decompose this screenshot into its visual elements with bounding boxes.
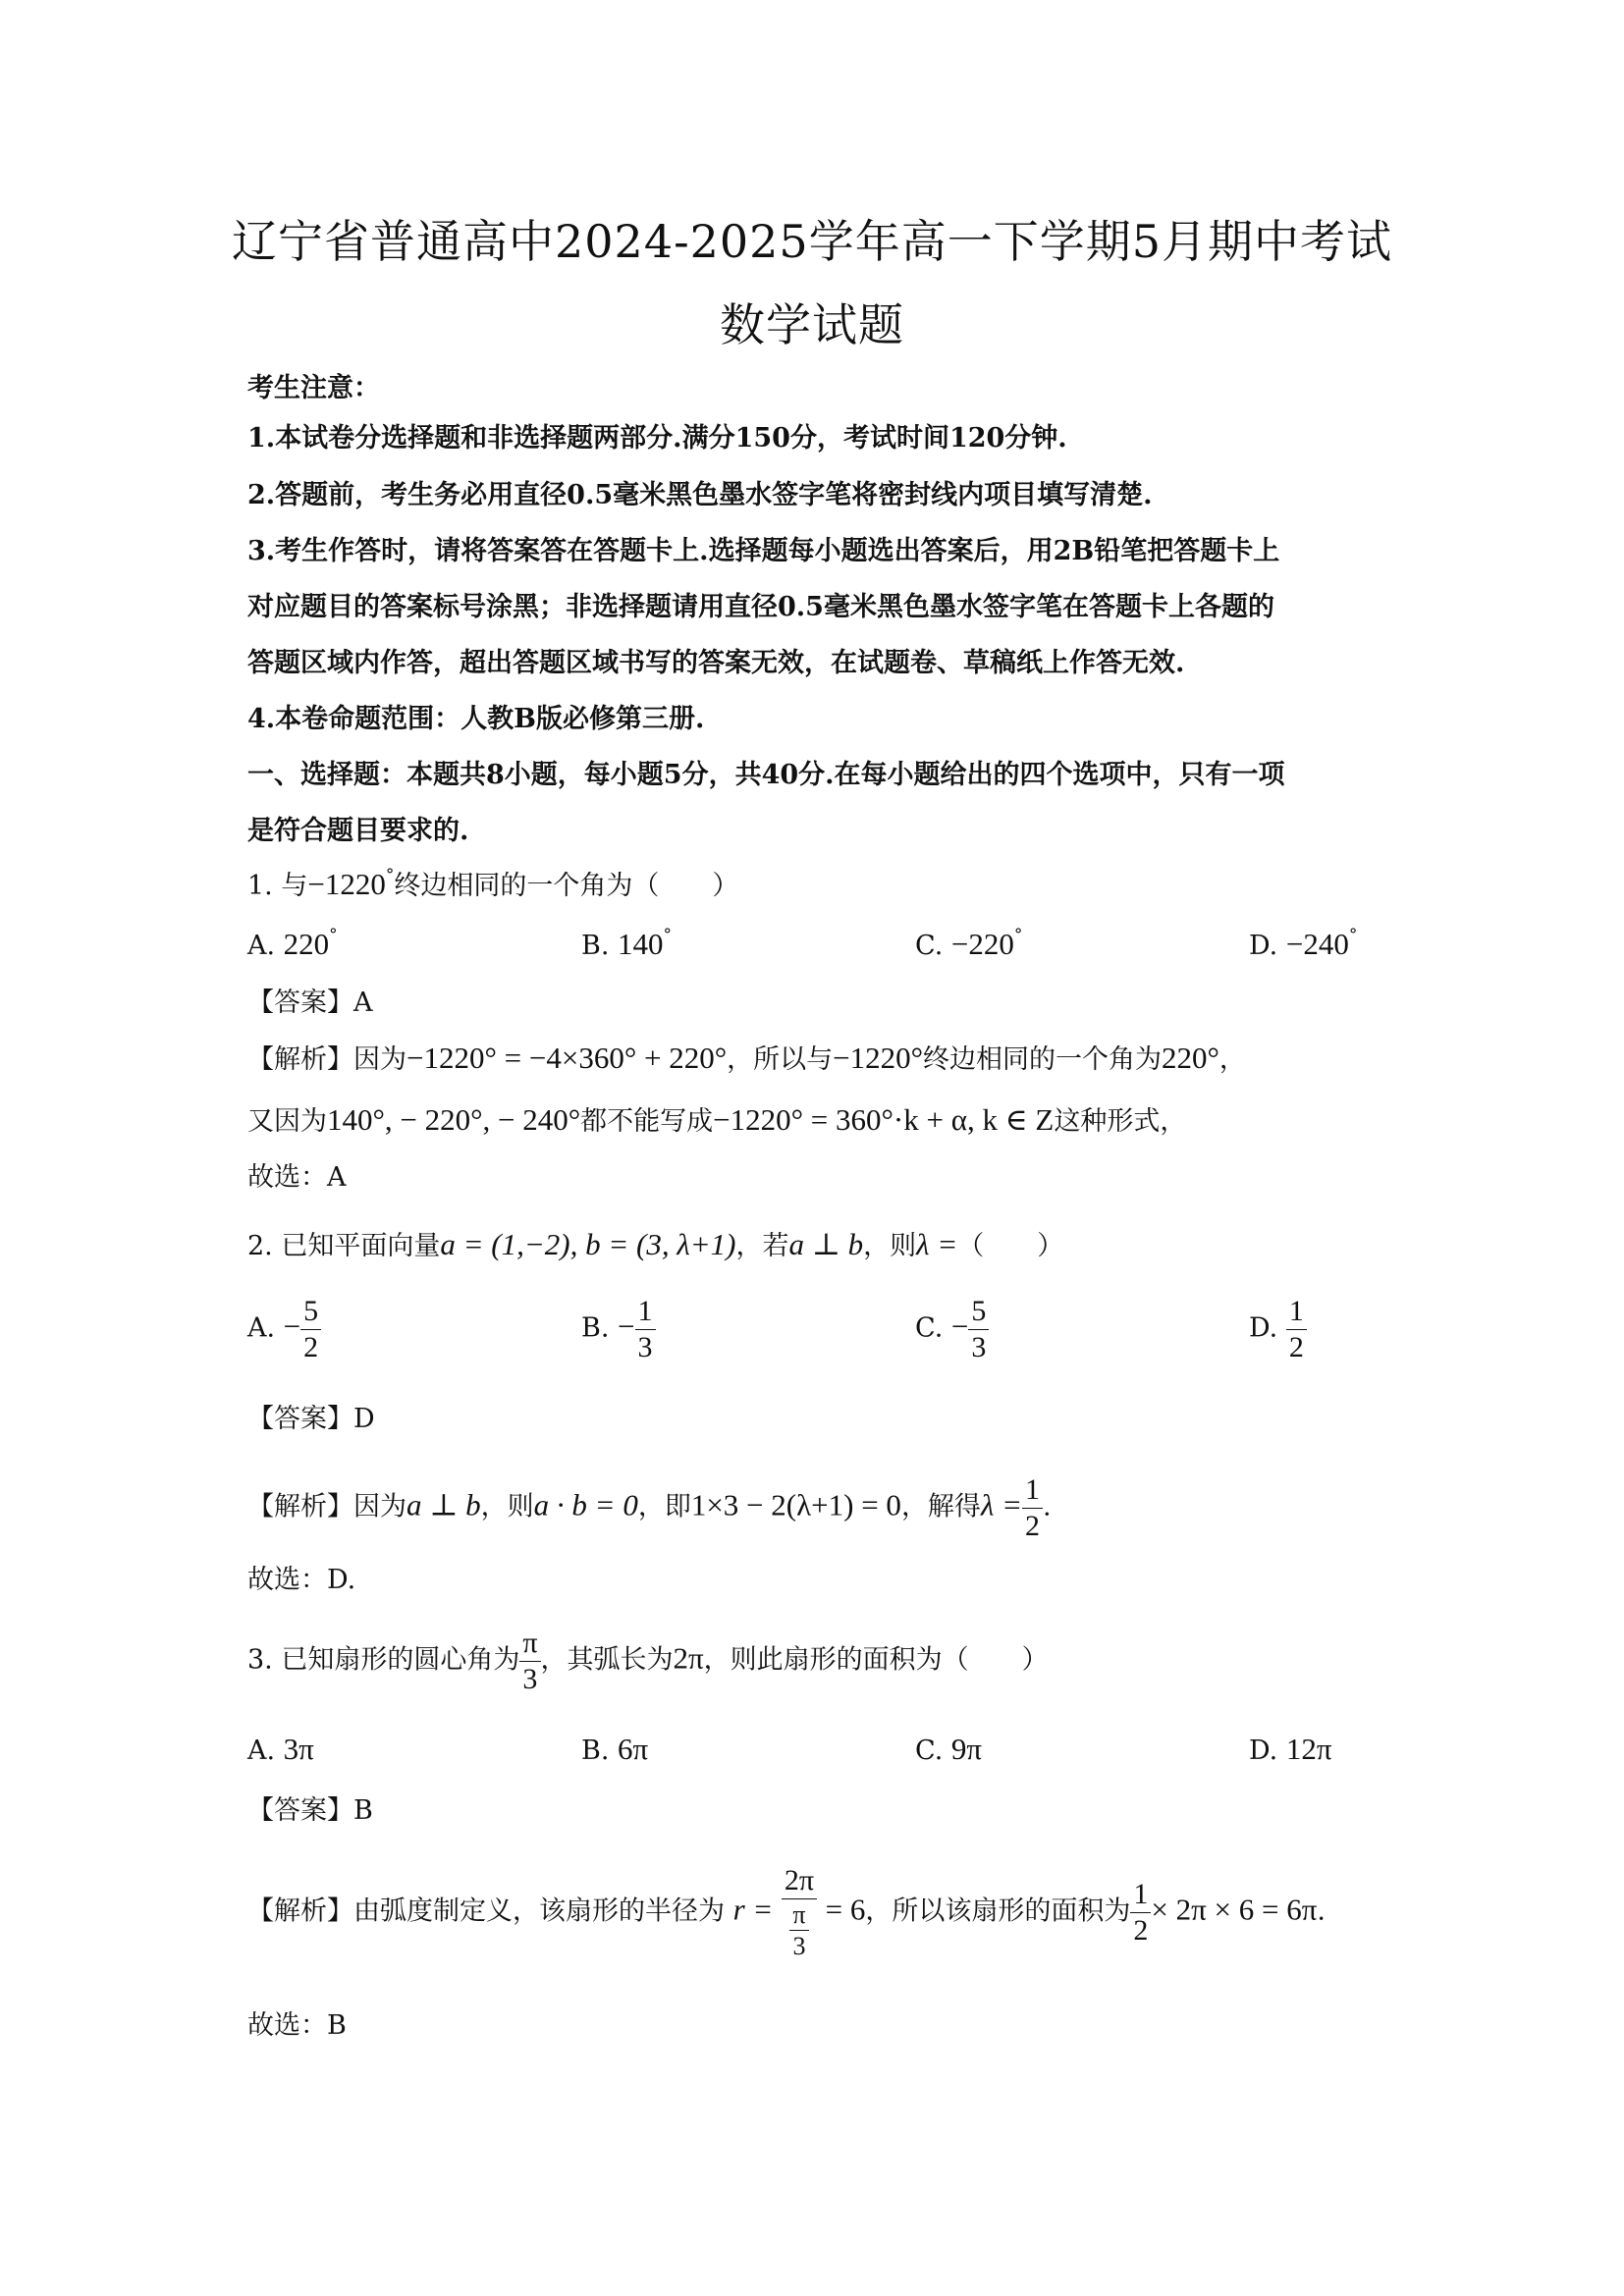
fraction-num: 1 — [635, 1296, 656, 1330]
radius-symbol: r = — [732, 1892, 774, 1927]
analysis-fraction — [1022, 1474, 1043, 1541]
q3-conclusion: 故选：B — [247, 2010, 347, 2041]
q1-option-a — [247, 928, 338, 959]
notice-item-3-line-2: 对应题目的答案标号涂黑；非选择题请用直径0.5毫米黑色墨水签字笔在答题卡上各题的 — [247, 592, 1274, 622]
fraction-den: 2 — [1025, 1509, 1041, 1542]
option-label: C. — [915, 1735, 951, 1766]
q3-option-c — [915, 1734, 982, 1764]
notice-item-3-line-1: 3.考生作答时，请将答案答在答题卡上.选择题每小题选出答案后，用2B铅笔把答题卡上 — [247, 536, 1280, 566]
area-fraction — [1130, 1879, 1151, 1946]
option-value: 6π — [618, 1732, 649, 1766]
fraction-den: 3 — [971, 1330, 987, 1363]
option-label: D. — [1249, 931, 1286, 961]
analysis-text: 因为 — [353, 1491, 406, 1522]
q3-analysis — [247, 1865, 1326, 1959]
fraction-den: 2 — [1133, 1913, 1149, 1947]
analysis-text: 又因为 — [247, 1106, 327, 1137]
option-degree: ° — [329, 926, 338, 945]
option-value: 140 — [618, 927, 664, 961]
q1-option-c — [915, 928, 1022, 959]
analysis-text: 终边相同的一个角为 — [923, 1044, 1162, 1075]
q3-text-post: ，则此扇形的面积为（ ） — [703, 1644, 1049, 1676]
fraction-num: π — [519, 1628, 540, 1662]
fraction-den-compound — [786, 1899, 811, 1960]
option-sign: − — [283, 1308, 301, 1344]
analysis-math: 220° — [1162, 1041, 1219, 1075]
q2-text-mid: ，若 — [735, 1231, 789, 1261]
analysis-label: 【解析】 — [247, 1044, 353, 1075]
analysis-math: −1220° = 360°·k + α, k ∈ Z — [713, 1102, 1055, 1137]
analysis-text: 都不能写成 — [580, 1106, 714, 1137]
q2-option-d — [1249, 1296, 1307, 1362]
section-heading-line-2: 是符合题目要求的. — [247, 816, 469, 846]
q2-option-a — [247, 1296, 321, 1362]
fraction-num: 1 — [1130, 1879, 1151, 1913]
analysis-text: . — [1043, 1491, 1052, 1522]
q1-answer — [247, 989, 373, 1016]
q2-option-c — [915, 1296, 989, 1362]
option-degree: ° — [1348, 926, 1358, 945]
answer-value: B — [353, 1795, 373, 1826]
area-expression: × 2π × 6 = 6π — [1151, 1892, 1318, 1927]
analysis-text: ，解得 — [900, 1491, 981, 1522]
q3-option-b — [581, 1734, 648, 1764]
q3-text-pre: 3. 已知扇形的圆心角为 — [247, 1644, 520, 1676]
option-value: 220 — [283, 927, 330, 961]
option-fraction — [300, 1296, 321, 1362]
analysis-text: . — [1317, 1896, 1326, 1927]
fraction-num: 2π — [782, 1865, 817, 1899]
fraction-num: π — [789, 1901, 808, 1931]
answer-label: 【答案】 — [247, 1404, 353, 1434]
q2-option-b — [581, 1296, 656, 1362]
question-3 — [247, 1628, 1049, 1694]
analysis-text: ，则 — [480, 1491, 534, 1522]
q3-angle-fraction — [519, 1628, 540, 1694]
option-label: A. — [247, 931, 284, 961]
analysis-math: −1220° = −4×360° + 220° — [406, 1041, 728, 1075]
fraction-den: 2 — [1288, 1330, 1304, 1363]
exam-subtitle: 数学试题 — [720, 298, 904, 351]
option-value: 3π — [283, 1732, 314, 1766]
analysis-label: 【解析】 — [247, 1896, 353, 1927]
answer-label: 【答案】 — [247, 988, 353, 1018]
q2-analysis — [247, 1474, 1052, 1541]
option-label: C. — [915, 931, 951, 961]
option-sign: − — [618, 1308, 635, 1344]
q1-text-pre: 1. 与 — [247, 871, 308, 901]
q1-option-d — [1249, 928, 1357, 959]
fraction-den: 3 — [522, 1662, 538, 1695]
notice-item-4: 4.本卷命题范围：人教B版必修第三册. — [247, 704, 705, 734]
q2-vectors: a = (1,−2), b = (3, λ+1) — [440, 1227, 736, 1261]
analysis-label: 【解析】 — [247, 1491, 353, 1522]
question-2 — [247, 1229, 1063, 1259]
analysis-math: 140°, − 220°, − 240° — [327, 1102, 581, 1137]
analysis-text: ，即 — [637, 1491, 691, 1522]
option-fraction — [635, 1296, 656, 1362]
radius-fraction — [782, 1865, 817, 1959]
option-fraction — [968, 1296, 989, 1362]
q2-conclusion: 故选：D. — [247, 1565, 356, 1595]
option-label: D. — [1249, 1312, 1286, 1344]
option-label: A. — [247, 1735, 284, 1766]
notice-item-3-line-3: 答题区域内作答，超出答题区域书写的答案无效，在试题卷、草稿纸上作答无效. — [247, 648, 1185, 678]
option-value: −240 — [1285, 927, 1349, 961]
analysis-math: a ⊥ b — [406, 1487, 481, 1522]
q3-answer — [247, 1797, 373, 1824]
notice-heading: 考生注意： — [247, 373, 380, 403]
option-degree: ° — [1013, 926, 1023, 945]
option-label: B. — [581, 1735, 619, 1766]
fraction-den: 3 — [637, 1330, 653, 1363]
option-label: B. — [581, 931, 619, 961]
option-value: −220 — [950, 927, 1014, 961]
fraction-num: 5 — [300, 1296, 321, 1330]
q1-analysis-line-2 — [247, 1104, 1186, 1135]
q3-text-mid: ，其弧长为 — [540, 1644, 674, 1676]
analysis-math: λ = — [980, 1487, 1023, 1522]
q2-text-post: （ ） — [957, 1231, 1064, 1261]
fraction-num: 1 — [1286, 1296, 1307, 1330]
q1-option-b — [581, 928, 672, 959]
analysis-text: ， — [1218, 1044, 1246, 1075]
notice-item-1: 1.本试卷分选择题和非选择题两部分.满分150分，考试时间120分钟. — [247, 423, 1067, 454]
q3-arc-length: 2π — [673, 1640, 704, 1676]
analysis-text: ，所以与 — [727, 1044, 834, 1075]
analysis-text: 由弧度制定义，该扇形的半径为 — [353, 1896, 725, 1927]
option-label: D. — [1249, 1735, 1286, 1766]
fraction-den: 2 — [303, 1330, 319, 1363]
q3-option-a — [247, 1734, 314, 1764]
fraction-num: 5 — [968, 1296, 989, 1330]
option-fraction — [1286, 1296, 1307, 1362]
q1-analysis-line-1 — [247, 1042, 1246, 1073]
q2-answer — [247, 1406, 375, 1432]
analysis-math: a · b = 0 — [533, 1487, 638, 1522]
analysis-math: −1220° — [833, 1041, 923, 1075]
option-label: B. — [581, 1312, 619, 1344]
fraction-num: 1 — [1022, 1474, 1043, 1509]
option-label: A. — [247, 1312, 284, 1344]
q2-perp: a ⊥ b — [788, 1227, 864, 1261]
section-heading-line-1: 一、选择题：本题共8小题，每小题5分，共40分.在每小题给出的四个选项中，只有一项 — [247, 760, 1285, 790]
q1-text-post: 终边相同的一个角为（ ） — [394, 871, 739, 901]
q1-conclusion: 故选：A — [247, 1162, 347, 1193]
q1-angle: −1220 — [307, 867, 386, 901]
q2-lambda: λ = — [916, 1227, 958, 1261]
analysis-text: 因为 — [353, 1044, 406, 1075]
q1-degree: ° — [385, 866, 395, 885]
question-1 — [247, 868, 738, 899]
answer-value: A — [353, 988, 373, 1018]
answer-value: D — [353, 1404, 375, 1434]
answer-label: 【答案】 — [247, 1795, 353, 1826]
analysis-text: 这种形式， — [1054, 1106, 1187, 1137]
q3-option-d — [1249, 1734, 1332, 1764]
option-degree: ° — [663, 926, 673, 945]
option-label: C. — [915, 1312, 951, 1344]
option-value: 9π — [950, 1732, 983, 1766]
exam-title: 辽宁省普通高中2024-2025学年高一下学期5月期中考试 — [232, 215, 1392, 268]
q2-text-pre: 2. 已知平面向量 — [247, 1231, 441, 1261]
option-sign: − — [950, 1308, 969, 1344]
fraction-den: 3 — [792, 1931, 806, 1960]
analysis-text: ，所以该扇形的面积为 — [865, 1896, 1131, 1927]
inner-fraction — [789, 1901, 808, 1960]
analysis-math: 1×3 − 2(λ+1) = 0 — [690, 1487, 901, 1522]
radius-value: = 6 — [825, 1892, 866, 1927]
q2-text-mid2: ，则 — [863, 1231, 917, 1261]
notice-item-2: 2.答题前，考生务必用直径0.5毫米黑色墨水签字笔将密封线内项目填写清楚. — [247, 480, 1153, 510]
option-value: 12π — [1285, 1732, 1332, 1766]
